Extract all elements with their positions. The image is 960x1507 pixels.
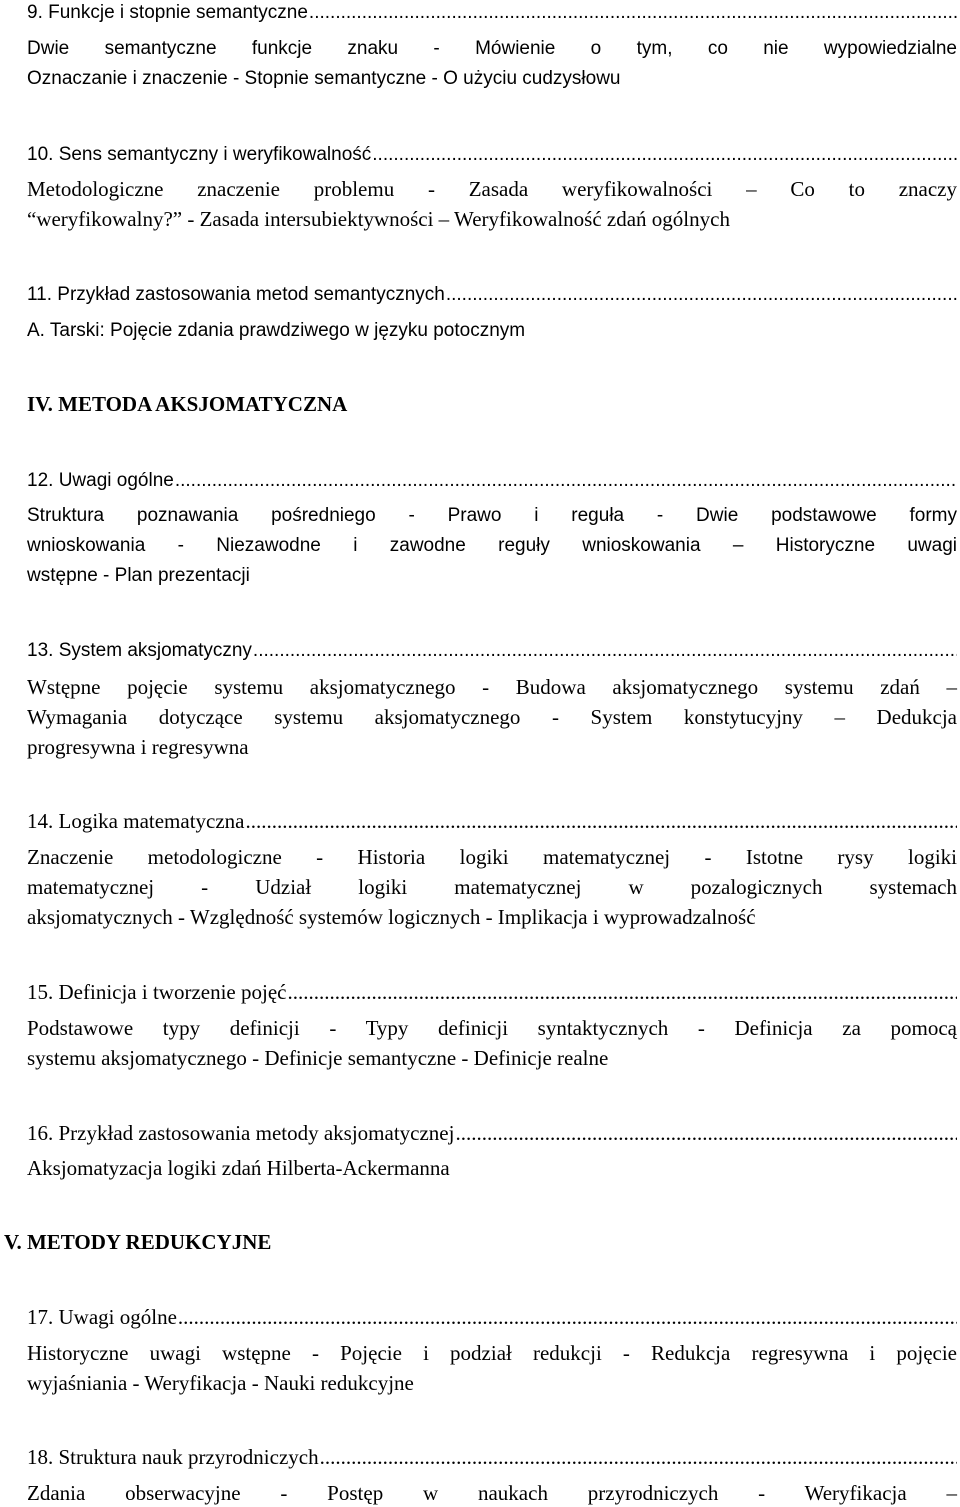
dot-leader [178, 1304, 957, 1330]
toc-title: 9. Funkcje i stopnie semantyczne [27, 2, 308, 23]
toc-summary-line: Aksjomatyzacja logiki zdań Hilberta-Ackermanna [27, 1156, 450, 1180]
dot-leader [175, 468, 957, 494]
toc-summary-line: Metodologiczne znaczenie problemu - Zasada weryfikowalności – Co to znaczy [27, 177, 957, 201]
toc-summary-line: “weryfikowalny?” - Zasada intersubiektywności – Weryfikowalność zdań ogólnych [27, 207, 730, 231]
toc-summary-line: Dwie semantyczne funkcje znaku - Mówienie o tym, co nie wypowiedzialne [27, 38, 957, 59]
toc-title: 13. System aksjomatyczny [27, 640, 252, 661]
toc-summary-line: wstępne - Plan prezentacji [27, 565, 250, 586]
dot-leader [253, 638, 957, 664]
dot-leader [372, 142, 957, 168]
toc-entry-15[interactable] [27, 979, 957, 1005]
toc-title: 17. Uwagi ogólne [27, 1305, 177, 1329]
toc-summary-line: Zdania obserwacyjne - Postęp w naukach przyrodniczych - Weryfikacja – [27, 1481, 957, 1505]
toc-summary-line: Wstępne pojęcie systemu aksjomatycznego - Budowa aksjomatycznego systemu zdań – [27, 675, 957, 699]
dot-leader [246, 808, 958, 834]
toc-summary-line: Podstawowe typy definicji - Typy definicji syntaktycznych - Definicja za pomocą [27, 1016, 957, 1040]
dot-leader [446, 282, 957, 308]
toc-summary-line: A. Tarski: Pojęcie zdania prawdziwego w języku potocznym [27, 320, 526, 341]
toc-entry-14[interactable] [27, 808, 957, 834]
part-heading[interactable]: IV. METODA AKSJOMATYCZNA [27, 392, 348, 416]
toc-entry-13[interactable] [27, 638, 957, 664]
toc-entry-11[interactable] [27, 282, 957, 308]
toc-summary-line: wnioskowania - Niezawodne i zawodne reguły wnioskowania – Historyczne uwagi [27, 535, 957, 556]
toc-title: 12. Uwagi ogólne [27, 470, 174, 491]
toc-summary-line: Wymagania dotyczące systemu aksjomatycznego - System konstytucyjny – Dedukcja [27, 705, 957, 729]
dot-leader [309, 0, 957, 26]
toc-summary-line: Oznaczanie i znaczenie - Stopnie semantyczne - O użyciu cudzysłowu [27, 68, 621, 89]
dot-leader [455, 1120, 957, 1146]
toc-summary-line: aksjomatycznych - Względność systemów logicznych - Implikacja i wyprowadzalność [27, 905, 756, 929]
toc-summary-line: systemu aksjomatycznego - Definicje semantyczne - Definicje realne [27, 1046, 609, 1070]
toc-title: 18. Struktura nauk przyrodniczych [27, 1445, 319, 1469]
part-heading[interactable]: V. METODY REDUKCYJNE [4, 1230, 272, 1254]
toc-summary-line: Historyczne uwagi wstępne - Pojęcie i podział redukcji - Redukcja regresywna i pojęcie [27, 1341, 957, 1365]
toc-summary-line: progresywna i regresywna [27, 735, 249, 759]
toc-summary-line: Struktura poznawania pośredniego - Prawo i reguła - Dwie podstawowe formy [27, 505, 957, 526]
toc-entry-12[interactable] [27, 468, 957, 494]
toc-entry-18[interactable] [27, 1444, 957, 1470]
toc-title: 14. Logika matematyczna [27, 809, 245, 833]
toc-entry-17[interactable] [27, 1304, 957, 1330]
toc-title: 16. Przykład zastosowania metody aksjomatycznej [27, 1121, 455, 1145]
toc-title: 11. Przykład zastosowania metod semantycznych [27, 284, 445, 305]
dot-leader [320, 1444, 957, 1470]
toc-entry-16[interactable] [27, 1120, 957, 1146]
toc-summary-line: matematycznej - Udział logiki matematycznej w pozalogicznych systemach [27, 875, 957, 899]
toc-entry-9[interactable] [27, 0, 957, 26]
toc-summary-line: Znaczenie metodologiczne - Historia logiki matematycznej - Istotne rysy logiki [27, 845, 957, 869]
toc-title: 10. Sens semantyczny i weryfikowalność [27, 144, 372, 165]
toc-summary-line: wyjaśniania - Weryfikacja - Nauki redukcyjne [27, 1371, 414, 1395]
toc-entry-10[interactable] [27, 142, 957, 168]
toc-title: 15. Definicja i tworzenie pojęć [27, 980, 287, 1004]
dot-leader [287, 979, 957, 1005]
